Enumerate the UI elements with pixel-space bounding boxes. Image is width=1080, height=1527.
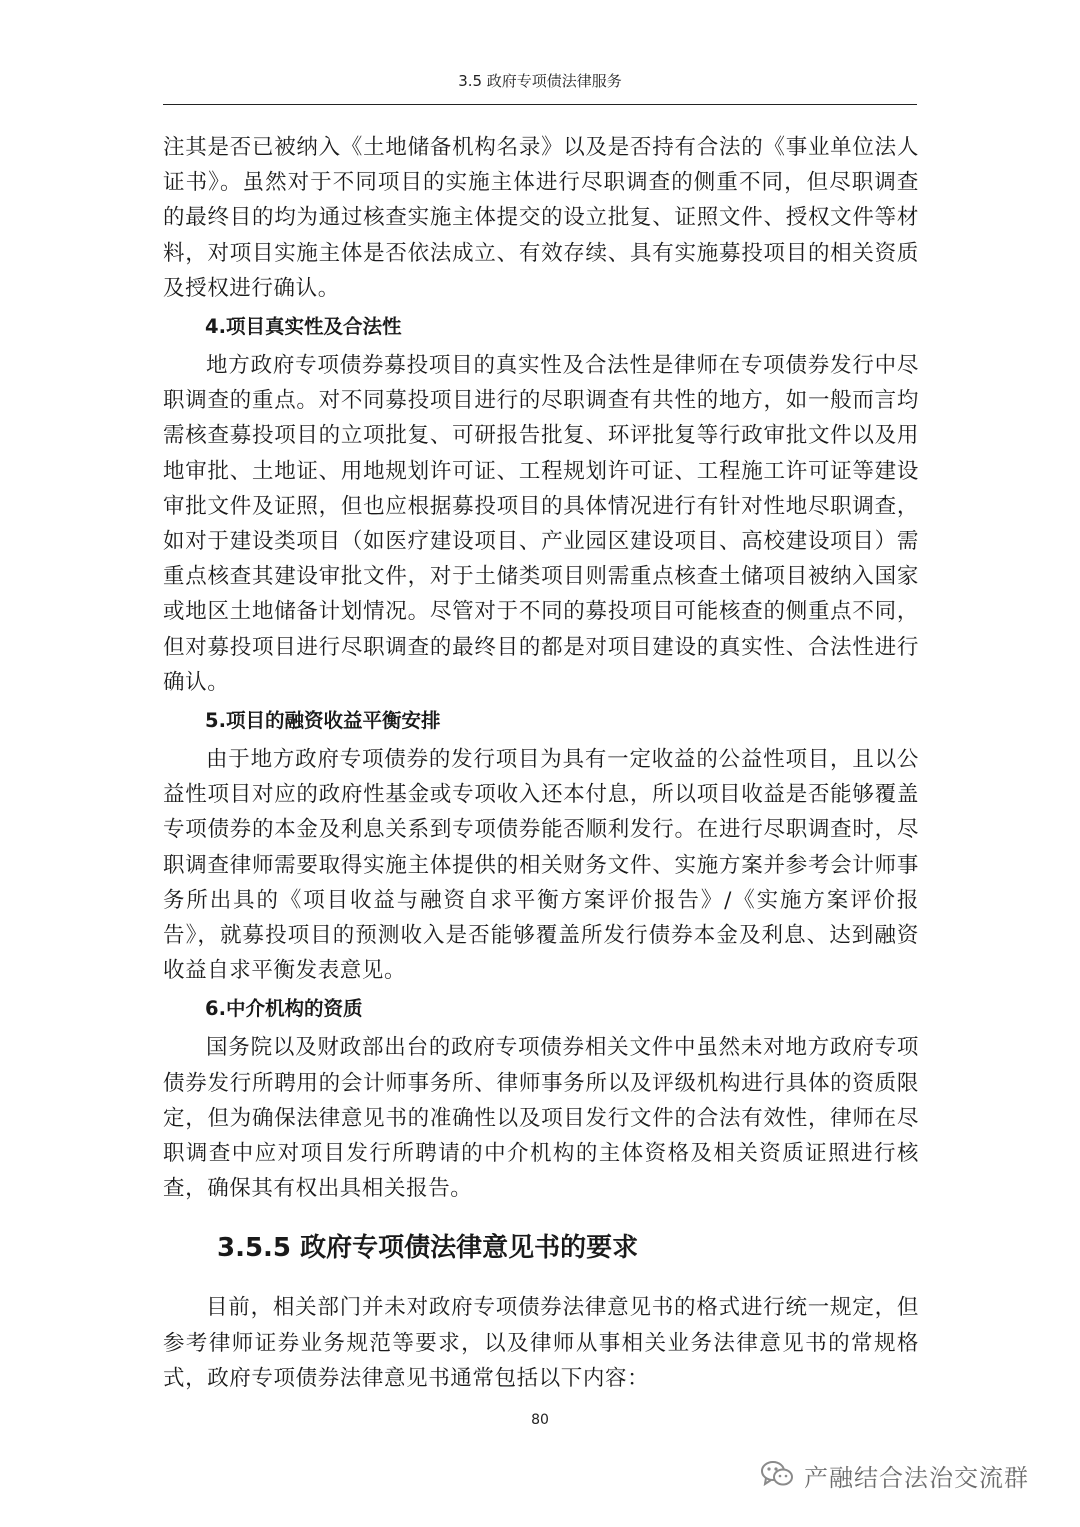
page-body xyxy=(163,130,919,1396)
page-number: 80 xyxy=(531,1412,549,1428)
watermark-text: 产融结合法治交流群 xyxy=(804,1464,1029,1492)
watermark xyxy=(760,1458,1029,1493)
paragraph-legal-opinion-requirements: 目前，相关部门并未对政府专项债券法律意见书的格式进行统一规定，但参考律师证券业务规范等要求，以及律师从事相关业务法律意见书的常规格式，政府专项债券法律意见书通常包括以下内容： xyxy=(163,1295,919,1391)
section-title-legal-opinion: 3.5.5 政府专项债法律意见书的要求 xyxy=(217,1233,639,1264)
paragraph-intermediary-qualification: 国务院以及财政部出台的政府专项债券相关文件中虽然未对地方政府专项债券发行所聘用的会计师事务所、律师事务所以及评级机构进行具体的资质限定，但为确保法律意见书的准确性以及项目发行文件的合法有效性，律师在尽职调查中应对项目发行所聘请的中介机构的主体资格及相关资质证照进行核查，确保其有权出具相关报告。 xyxy=(163,1035,919,1202)
page-header: 3.5 政府专项债法律服务 xyxy=(458,72,622,90)
paragraph-intro-continued: 注其是否已被纳入《土地储备机构名录》以及是否持有合法的《事业单位法人证书》。虽然对于不同项目的实施主体进行尽职调查的侧重不同，但尽职调查的最终目的均为通过核查实施主体提交的设立批复、证照文件、授权文件等材料，对项目实施主体是否依法成立、有效存续、具有实施募投项目的相关资质及授权进行确认。 xyxy=(163,135,919,301)
subheading-authenticity-legality: 4.项目真实性及合法性 xyxy=(205,315,402,339)
paragraph-financing-balance: 由于地方政府专项债券的发行项目为具有一定收益的公益性项目，且以公益性项目对应的政府性基金或专项收入还本付息，所以项目收益是否能够覆盖专项债券的本金及利息关系到专项债券能否顺利发行。在进行尽职调查时，尽职调查律师需要取得实施主体提供的相关财务文件、实施方案并参考会计师事务所出具的《项目收益与融资自求平衡方案评价报告》/《实施方案评价报告》，就募投项目的预测收入是否能够覆盖所发行债券本金及利息、达到融资收益自求平衡发表意见。 xyxy=(163,747,919,984)
wechat-icon xyxy=(760,1459,794,1493)
subheading-intermediary-qualification: 6.中介机构的资质 xyxy=(205,997,363,1021)
header-divider xyxy=(163,104,917,105)
paragraph-authenticity-legality: 地方政府专项债券募投项目的真实性及合法性是律师在专项债券发行中尽职调查的重点。对不同募投项目进行的尽职调查有共性的地方，如一般而言均需核查募投项目的立项批复、可研报告批复、环评批复等行政审批文件以及用地审批、土地证、用地规划许可证、工程规划许可证、工程施工许可证等建设审批文件及证照，但也应根据募投项目的具体情况进行有针对性地尽职调查，如对于建设类项目（如医疗建设项目、产业园区建设项目、高校建设项目）需重点核查其建设审批文件，对于土储类项目则需重点核查土储项目被纳入国家或地区土地储备计划情况。尽管对于不同的募投项目可能核查的侧重点不同，但对募投项目进行尽职调查的最终目的都是对项目建设的真实性、合法性进行确认。 xyxy=(163,353,919,695)
subheading-financing-balance: 5.项目的融资收益平衡安排 xyxy=(205,709,441,733)
